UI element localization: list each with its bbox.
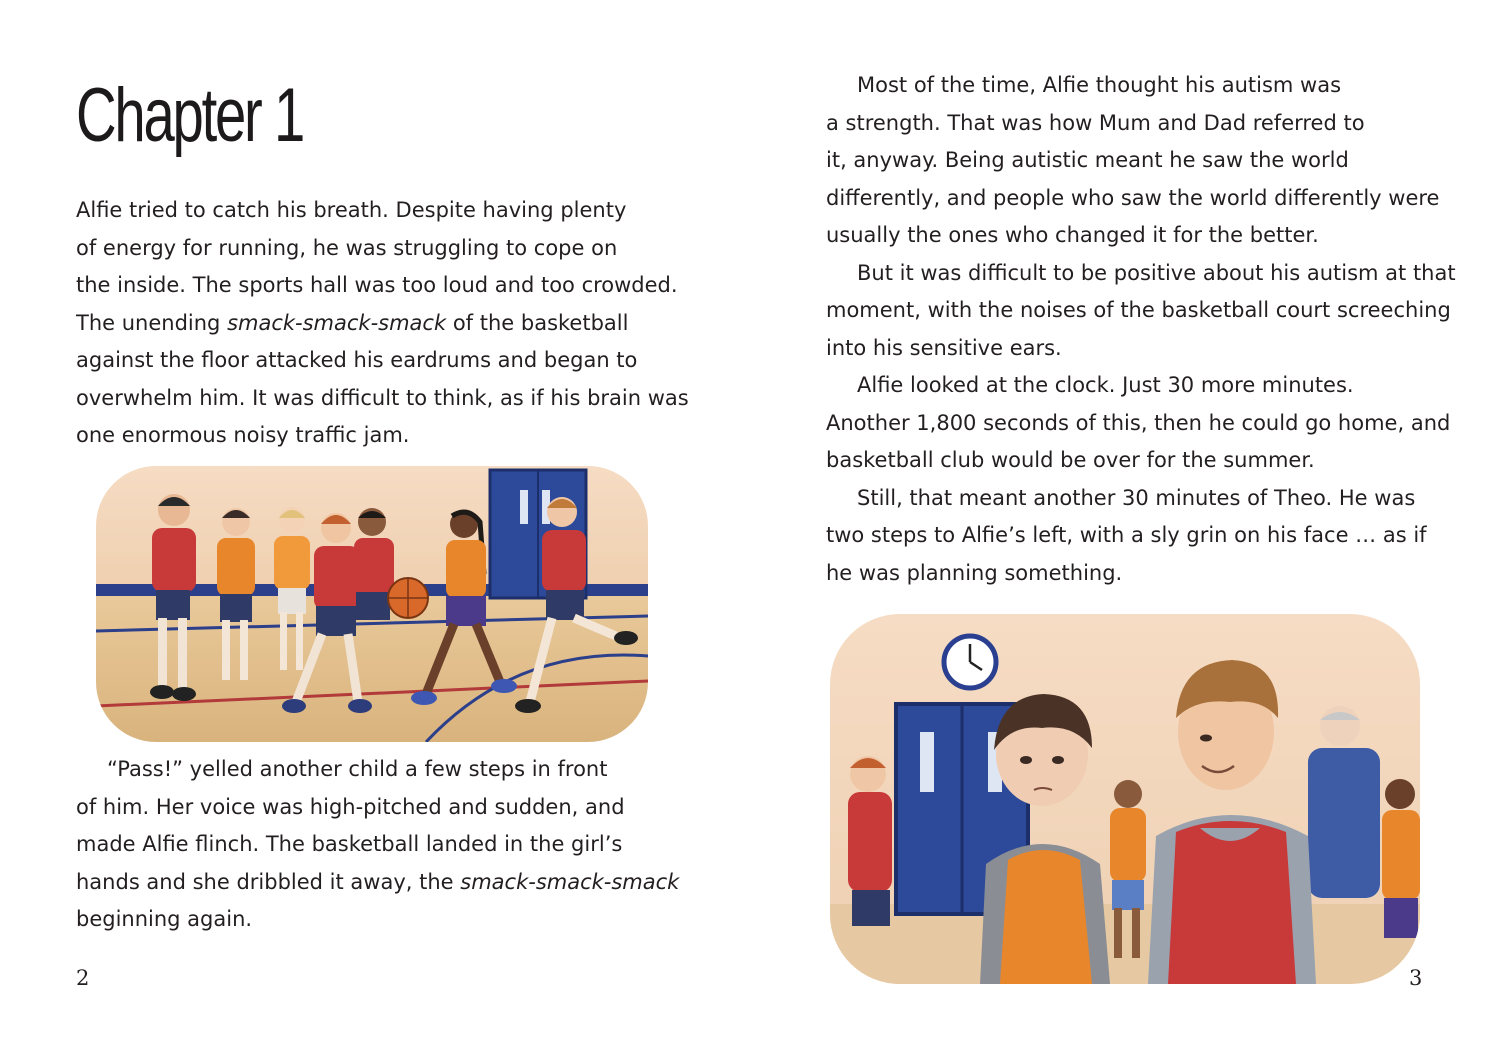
- alfie-and-theo-drawing: [830, 614, 1420, 984]
- text-line: it, anyway. Being autistic meant he saw the world: [826, 148, 1349, 172]
- text-line: “Pass!” yelled another child a few steps in front: [107, 757, 608, 781]
- italic-text: smack-smack-smack: [227, 310, 447, 335]
- page-number-left: 2: [76, 966, 90, 990]
- basketball-game-drawing: [96, 466, 648, 742]
- alfie-and-theo-illustration: [830, 614, 1420, 984]
- text-line: two steps to Alfie’s left, with a sly grin on his face … as if: [826, 523, 1427, 547]
- text-line: [76, 305, 689, 343]
- text-line: beginning again.: [76, 907, 253, 931]
- text-line: moment, with the noises of the basketball court screeching: [826, 298, 1451, 322]
- text-line: he was planning something.: [826, 560, 1123, 585]
- text-line: of him. Her voice was high-pitched and sudden, and: [76, 794, 625, 819]
- text-line: [76, 864, 679, 902]
- text-line: Alfie tried to catch his breath. Despite having plenty: [76, 198, 627, 222]
- text-line: the inside. The sports hall was too loud and too crowded.: [76, 273, 678, 297]
- text-line: of energy for running, he was struggling to cope on: [76, 235, 618, 260]
- basketball-game-illustration: [96, 466, 648, 742]
- text-line: against the floor attacked his eardrums and began to: [76, 348, 638, 372]
- text-run: The unending: [76, 310, 228, 335]
- italic-text: smack-smack-smack: [460, 869, 680, 894]
- text-run: hands and she dribbled it away, the: [76, 869, 461, 894]
- text-line: differently, and people who saw the world differently were: [826, 185, 1440, 210]
- left-text-top: [76, 192, 689, 455]
- text-line: Most of the time, Alfie thought his autism was: [857, 73, 1342, 97]
- text-line: made Alfie flinch. The basketball landed in the girl’s: [76, 832, 623, 856]
- page-number-right: 3: [1409, 966, 1423, 990]
- text-line: But it was difficult to be positive about his autism at that: [857, 260, 1456, 285]
- right-text: [826, 67, 1456, 592]
- text-line: Another 1,800 seconds of this, then he could go home, and: [826, 410, 1451, 435]
- right-page: [750, 0, 1500, 1064]
- chapter-title: Chapter 1: [76, 73, 304, 158]
- text-line: into his sensitive ears.: [826, 335, 1062, 360]
- text-line: usually the ones who changed it for the better.: [826, 223, 1319, 247]
- text-line: one enormous noisy traffic jam.: [76, 423, 410, 447]
- text-run: of the basketball: [446, 310, 629, 335]
- text-line: Alfie looked at the clock. Just 30 more minutes.: [857, 373, 1354, 397]
- text-line: basketball club would be over for the summer.: [826, 448, 1315, 472]
- text-line: a strength. That was how Mum and Dad referred to: [826, 110, 1365, 135]
- text-line: overwhelm him. It was difficult to think, as if his brain was: [76, 385, 689, 410]
- left-text-bottom: [76, 751, 679, 939]
- text-line: Still, that meant another 30 minutes of Theo. He was: [857, 485, 1416, 510]
